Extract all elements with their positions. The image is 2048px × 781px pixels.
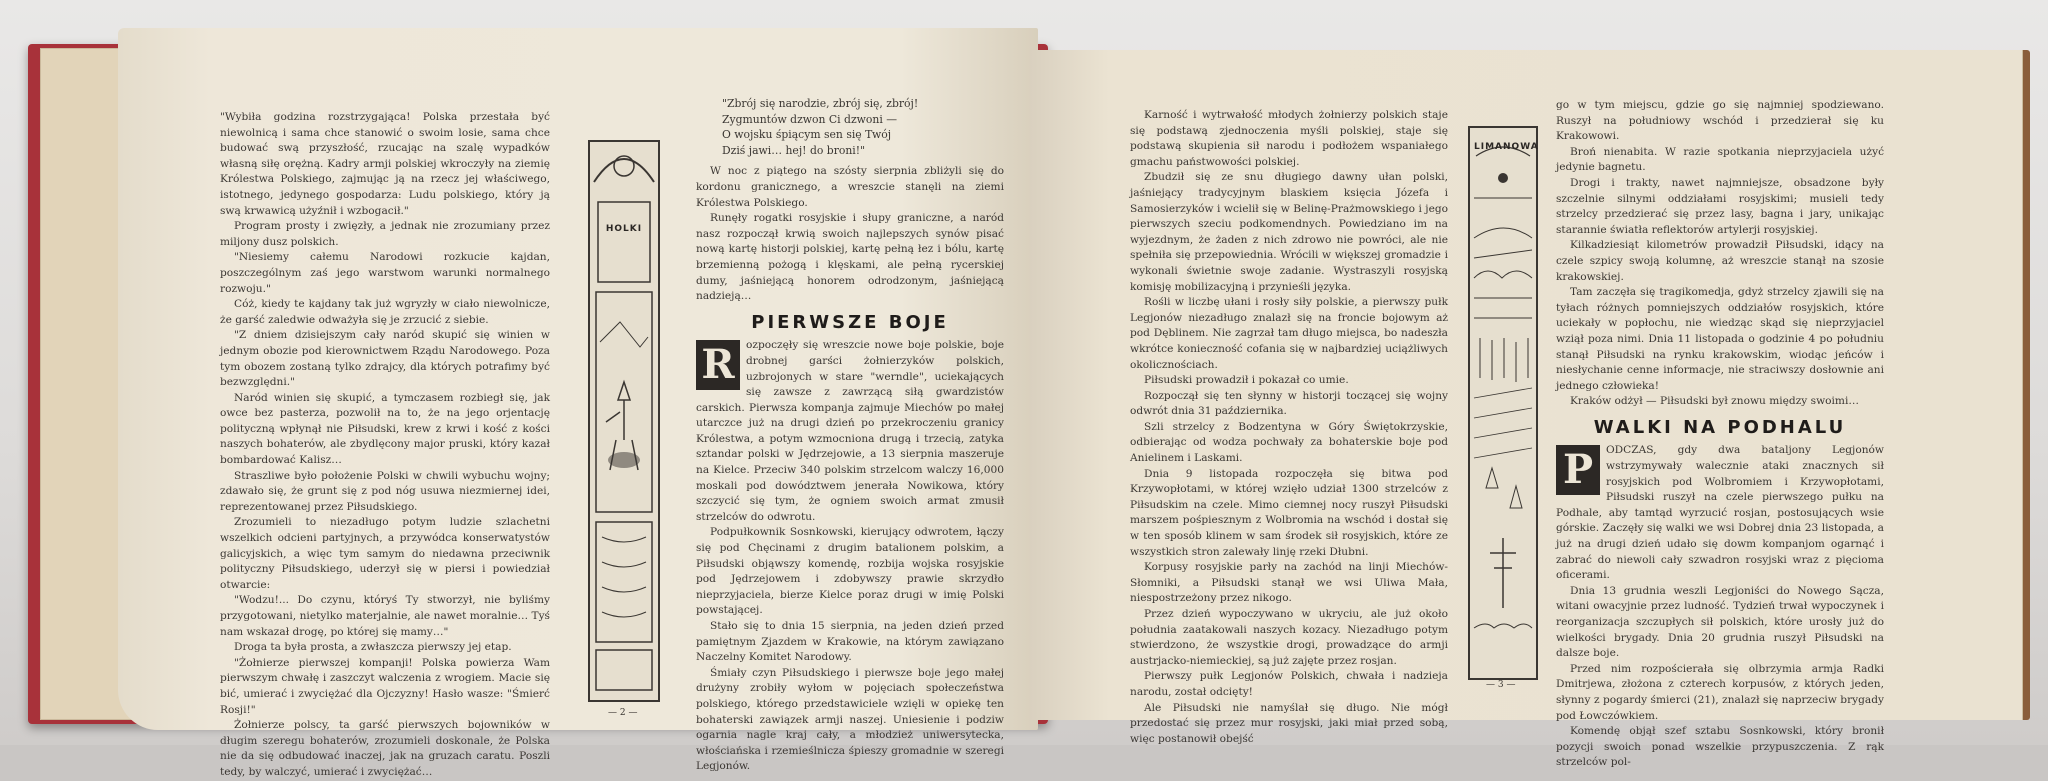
paragraph: "Wodzu!... Do czynu, któryś Ty stworzył, nie byliśmy przygotowani, nietylko materjalnie, ale nawet moralnie… Tyś nam wskazał drogę, po której się mamy…" xyxy=(220,594,550,638)
drop-cap: R xyxy=(696,340,740,390)
paragraph: Ale Piłsudski nie namyślał się długo. Nie mógł przedostać się przez mur rosyjski, jaki miał przed sobą, więc postanowił obejść xyxy=(1130,701,1448,745)
paragraph: "Żołnierze pierwszej kompanji! Polska powierza Wam pierwszym chwałę i zaszczyt walczenia z wrogiem. Macie się bić, umierać i zwyciężać dla Ojczyzny! Hasło wasze: "Śmierć Rosji!" xyxy=(220,656,550,716)
right-column-2 xyxy=(1556,98,1884,771)
right-page xyxy=(1030,50,2023,769)
paragraph: Dnia 9 listopada rozpoczęła się bitwa pod Krzywopłotami, w której wzięło udział 1300 strzelców z Piłsudskim na czele. Mimo ciemnej nocy ruszył Piłsudski marszem pośpiesznym z Wolbromia na wschód i dostał się w ten sposób klinem w sam środek sił rosyjskich, które ze wszystkich stron zalewały linję rzeki Dłubni. xyxy=(1130,467,1448,558)
paragraph: Komendę objął szef sztabu Sosnkowski, który bronił pozycji swoich ponad wszelkie przypuszczenia. Z rąk strzelców pol- xyxy=(1556,725,1884,769)
paragraph: Żołnierze polscy, ta garść pierwszych bojowników w długim szeregu bohaterów, zrozumieli doskonale, że Polska nie da się odbudować inaczej, jak na gruzach caratu. Poszli tedy, by walczyć, umierać i zwyciężać… xyxy=(220,719,550,778)
poem-line: O wojsku śpiącym sen się Twój xyxy=(722,128,892,142)
paragraph: Dnia 13 grudnia weszli Legjoniści do Nowego Sącza, witani owacyjnie przez ludność. Tydzień trwał wypoczynek i reorganizacja szczupłych sił polskich, które urosły już do wielkości brygady. Dnia 20 grudnia ruszył Piłsudski na dalsze boje. xyxy=(1556,584,1884,660)
paragraph: Tam zaczęła się tragikomedja, gdyż strzelcy zjawili się na tyłach różnych pomniejszych oddziałów rosyjskich, które uciekały w popłochu, nie wiedząc skąd się nieprzyjaciel wziął poza nimi. Dnia 11 listopada o godzinie 4 po południu stanął Piłsudski na rynku krakowskim, wiodąc jeńców i niesłychanie cenne informacje, nie straciwszy dosłownie ani jednego człowieka! xyxy=(1556,286,1884,392)
section-heading: WALKI NA PODHALU xyxy=(1593,416,1847,438)
page-number: — 2 — xyxy=(608,708,638,718)
section-heading: PIERWSZE BOJE xyxy=(751,311,949,333)
paragraph: Przez dzień wypoczywano w ukryciu, ale już około południa zaatakowali naszych kozacy. Niezadługo potym stwierdzono, że wszystkie drogi, prowadzące do armji austrjacko-niemieckiej, są już zajęte przez rosjan. xyxy=(1130,608,1448,667)
paragraph: "Wybiła godzina rozstrzygająca! Polska przestała być niewolnicą i sama chce stanowić o swoim losie, sama chce budować swą przyszłość, rzucając na szalę wypadków własną siłę orężną. Kadry armji polskiej wkroczyły na ziemię Królestwa Polskiego, zajmując ją na rzecz jej właściwego, istotnego, jedynego gospodarza: Ludu polskiego, który ją swą krwawicą użyźnił i wzbogacił." xyxy=(220,111,550,217)
paragraph: "Z dniem dzisiejszym cały naród skupić się winien w jednym obozie pod kierownictwem Rządu Narodowego. Poza tym obozem zostaną tylko zdrajcy, dla których potrafimy być bezwzględni." xyxy=(220,329,550,389)
paragraph: Podpułkownik Sosnkowski, kierujący odwrotem, łączy się pod Chęcinami z drugim batalionem polskim, a Piłsudski objąwszy komendę, rozbija wojska rosyjskie pod Jędrzejowem i zdobywszy prawie skrzydło nieprzyjaciela, bierze Kielce poraz drugi w imię Polski powstającej. xyxy=(696,526,1004,617)
paragraph: Droga ta była prosta, a zwłaszcza pierwszy jej etap. xyxy=(234,641,512,654)
right-column-1 xyxy=(1130,108,1448,747)
poem xyxy=(696,96,1004,158)
paragraph: W noc z piątego na szósty sierpnia zbliżyli się do kordonu granicznego, a wreszcie stanęli na ziemi Królestwa Polskiego. xyxy=(696,165,1004,209)
paragraph: Śmiały czyn Piłsudskiego i pierwsze boje jego małej drużyny zrobiły wyłom w pojęciach społeczeństwa polskiego, którego przedstawiciele wzięli w opiekę ten bohaterski zawiązek armji naszej. Uniesienie i podziw ogarnia nagle kraj cały, a młodzież uniwersytecka, włościańska i rzemieślnicza śpieszy gromadnie w szeregi Legjonów. xyxy=(696,666,1004,773)
paragraph: Szli strzelcy z Bodzentyna w Góry Świętokrzyskie, odbierając od wodza pochwały za bohaterskie boje pod Anielinem i Laskami. xyxy=(1130,420,1448,465)
poem-line: "Zbrój się narodzie, zbrój się, zbrój! xyxy=(722,97,919,110)
paragraph: Runęły rogatki rosyjskie i słupy graniczne, a naród nasz rozpoczął krwią swoich najlepszych synów pisać nową kartę historji polskiej, kartę pełną łez i bólu, kartę brzemienną pożogą i klęskami, ale pełną rycerskiej dumy, jaśniejącą honorem odrodzonym, jaśniejącą nadzieją… xyxy=(696,212,1004,303)
strip-illustration xyxy=(1470,128,1539,678)
paragraph: ODCZAS, gdy dwa bataljony Legjonów wstrzymywały walecznie ataki znacznych sił rosyjskich pod Wolbromiem i Krzywopłotami, Piłsudski ruszył na czele pierwszego pułku na Podhale, aby tamtąd wyrzucić rosjan, postosujących wsie górskie. Zaczęły się walki we wsi Dobrej dnia 23 listopada, a już na drugi dzień udało się dowm kompanjom ogarnąć i zabrać do niewoli cały szwadron rosyjski wraz z pięcioma oficerami. xyxy=(1556,444,1884,582)
paragraph: Rozpoczął się ten słynny w historji toczącej się wojny odwrót dnia 31 października. xyxy=(1130,389,1448,418)
poem-line: Zygmuntów dzwon Ci dzwoni — xyxy=(722,112,898,126)
paragraph: ozpoczęły się wreszcie nowe boje polskie, boje drobnej garści żołnierzyków polskich, uzbrojonych w stare "werndle", uciekających się zawsze z zawrzącą siłą gwardzistów carskich. Pierwsza kompanja zajmuje Miechów po małej utarczce już na drugi dzień po przekroczeniu granicy Królestwa, a potym wzmocniona drugą i trzecią, zatyka sztandar polski w Jędrzejowie, a 13 sierpnia maszeruje na Kielce. Przeciw 340 polskim strzelcom walczy 16,000 moskali pod dowództwem jenerała Nowikowa, który szczycić się tym, że ogniem swoich armat zmusił strzelców do odwrotu. xyxy=(696,339,1004,523)
paragraph: Piłsudski prowadził i pokazał co umie. xyxy=(1144,374,1349,387)
paragraph: Zrozumieli to niezadługo potym ludzie szlachetni wszelkich odcieni partyjnych, a przywódca konserwatystów galicyjskich, a więc tym samym do niedawna przeciwnik polityczny Piłsudskiego, uderzył się w piersi i powiedział otwarcie: xyxy=(220,516,550,591)
poem-line: Dziś jawi… hej! do broni!" xyxy=(722,143,866,157)
paragraph: Zbudził się ze snu długiego dawny ułan polski, jaśniejący tradycyjnym blaskiem księcia Józefa i Samosierzyków i wcielił się w Belinę-Prażmowskiego i jego pierwszych szeciu podkomendnych. Powiedziano im na wyjezdnym, że żaden z nich zdrowo nie powróci, ale nie spełniła się przepowiednia. Wrócili w większej gromadzie i wykonali świetnie swoje zadanie. Wystraszyli rosyjską komisję mobilizacyjną i przynieśli języka. xyxy=(1130,171,1448,293)
left-column-1 xyxy=(220,110,550,781)
paragraph: Broń nienabita. W razie spotkania nieprzyjaciela użyć jedynie bagnetu. xyxy=(1556,145,1884,174)
paragraph: Drogi i trakty, nawet najmniejsze, obsadzone były szczelnie silnymi oddziałami rosyjskimi; musieli tedy strzelcy przedzierać się przez lasy, bagna i jary, unikając starannie światła reflektorów artylerji rosyjskiej. xyxy=(1556,176,1884,236)
paragraph: Straszliwe było położenie Polski w chwili wybuchu wojny; zdawało się, że grunt się z pod nóg usuwa niezmiernej idei, reprezentowanej przez Piłsudskiego. xyxy=(220,469,550,513)
paragraph: Kilkadziesiąt kilometrów prowadził Piłsudski, idący na czele szpicy swoją kolumnę, aż wreszcie stanął na szosie krakowskiej. xyxy=(1556,239,1884,283)
illustration-strip-holki xyxy=(588,140,660,702)
paragraph: Przed nim rozpościerała się olbrzymia armja Radki Dmitrjewa, złożona z czterech korpusów, z których jeden, słynny z pogardy śmierci (21), znalazł się naprzeciw brygady pod Łowczówkiem. xyxy=(1556,662,1884,722)
paragraph: Karność i wytrwałość młodych żołnierzy polskich staje się podstawą zjednoczenia myśli polskiej, staje się podstawą skupienia sił narodu i podłożem wspaniałego gmachu państwowości polskiej. xyxy=(1130,109,1448,168)
paragraph: Korpusy rosyjskie parły na zachód na linji Miechów-Słomniki, a Piłsudski stanął we wsi Uliwa Mała, niespostrzeżony przez nikogo. xyxy=(1130,561,1448,605)
paragraph: Program prosty i zwięzły, a jednak nie zrozumiany przez miljony dusz polskich. xyxy=(220,220,550,248)
paragraph: Stało się to dnia 15 sierpnia, na jeden dzień przed pamiętnym Zjazdem w Krakowie, na którym zawiązano Naczelny Komitet Narodowy. xyxy=(696,620,1004,664)
drop-cap: P xyxy=(1556,445,1600,495)
strip-label: HOLKI xyxy=(605,224,643,234)
paragraph: Pierwszy pułk Legjonów Polskich, chwała i nadzieja narodu, został odcięty! xyxy=(1130,670,1448,698)
strip-label: LIMANOWA xyxy=(1474,142,1539,152)
paragraph: Rośli w liczbę ułani i rosły siły polskie, a pierwszy pułk Legjonów niezadługo znalazł się na froncie bojowym aż pod Dęblinem. Nie zagrzał tam długo miejsca, bo nadeszła wkrótce konieczność cofania się w najbardziej uciążliwych okolicznościach. xyxy=(1130,296,1448,371)
left-column-2 xyxy=(696,96,1004,775)
left-page xyxy=(118,28,1038,778)
paragraph: "Niesiemy całemu Narodowi rozkucie kajdan, poszczególnym zaś jego warstwom warunki normalnego rozwoju." xyxy=(220,251,550,295)
paragraph: go w tym miejscu, gdzie go się najmniej spodziewano. Ruszył na południowy wschód i przedzierał się ku Krakowowi. xyxy=(1556,99,1884,143)
page-number: — 3 — xyxy=(1486,680,1516,690)
paragraph: Kraków odżył — Piłsudski był znowu między swoimi… xyxy=(1570,395,1859,408)
paragraph: Naród winien się skupić, a tymczasem rozbiegł się, jak owce bez pasterza, pozwolił na to, że na jego orjentację polityczną wpłynął nie Piłsudski, krew z krwi i kość z kości naszych bohaterów, ale zbydlęcony major pruski, który kazał bombardować Kalisz… xyxy=(220,391,550,467)
paragraph: Cóż, kiedy te kajdany tak już wgryzły w ciało niewolnicze, że garść zaledwie odważyła się je zrzucić z siebie. xyxy=(220,298,550,326)
illustration-strip-limanowa xyxy=(1468,126,1538,680)
